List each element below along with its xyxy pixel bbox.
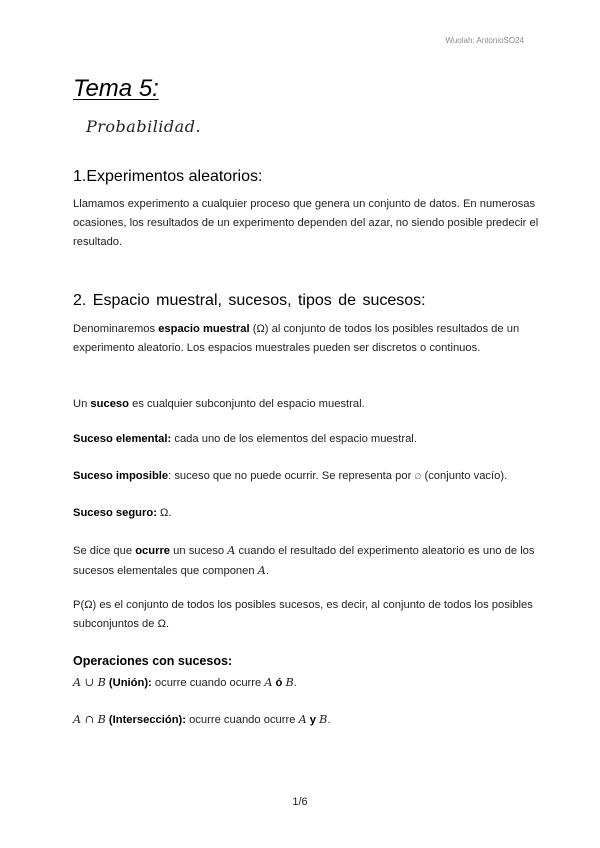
intersection-paragraph: A ∩ B (Intersección): ocurre cuando ocurre A y B. [73,713,331,726]
operations-heading: Operaciones con sucesos: [73,654,233,668]
sample-space-paragraph: Denominaremos espacio muestral (Ω) al conjunto de todos los posibles resultados de un experimento aleatorio. Los espacios muestrales pueden ser discretos o continuos. [73,323,520,354]
occurs-paragraph: Se dice que ocurre un suceso A cuando el resultado del experimento aleatorio es uno de los sucesos elementales que componen A. [73,544,535,577]
section-2-heading: 2. Espacio muestral, sucesos, tipos de sucesos: [73,292,426,309]
page-number: 1/6 [292,796,308,808]
page-subtitle: Probabilidad. [86,117,202,136]
event-paragraph: Un suceso es cualquier subconjunto del espacio muestral. [73,398,365,410]
union-paragraph: A ∪ B (Unión): ocurre cuando ocurre A ó B. [73,676,297,689]
section-1-paragraph: Llamamos experimento a cualquier proceso que genera un conjunto de datos. En numerosas ocasiones, los resultados de un experimento dependen del azar, no siendo posible predecir el resultado. [73,198,539,248]
sure-event-paragraph: Suceso seguro: Ω. [73,507,172,519]
header-credit: Wuolah: AntonioSO24 [445,36,524,45]
elementary-event-paragraph: Suceso elemental: cada uno de los elementos del espacio muestral. [73,433,417,445]
impossible-event-paragraph: Suceso imposible: suceso que no puede ocurrir. Se representa por ∅ (conjunto vacío). [73,470,508,482]
page-title: Tema 5: [73,75,159,102]
section-1-heading: 1.Experimentos aleatorios: [73,168,263,185]
empty-set-symbol: ∅ [414,472,422,481]
power-set-paragraph: P(Ω) es el conjunto de todos los posibles sucesos, es decir, al conjunto de todos los posibles subconjuntos de Ω. [73,599,533,630]
